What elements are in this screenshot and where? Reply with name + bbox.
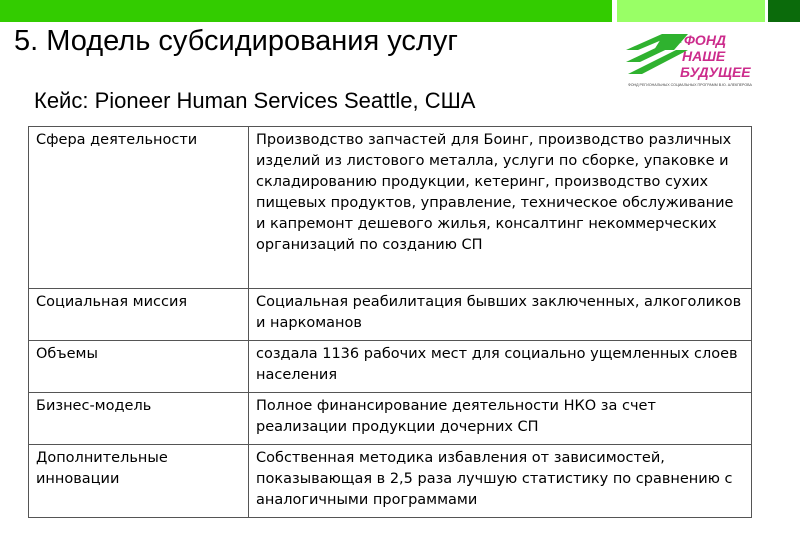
- row-value: Социальная реабилитация бывших заключенных, алкоголиков и наркоманов: [249, 289, 752, 341]
- logo-line2: НАШЕ: [682, 48, 726, 64]
- case-subtitle: Кейс: Pioneer Human Services Seattle, США: [34, 88, 476, 113]
- row-key: Социальная миссия: [29, 289, 249, 341]
- fund-logo: [626, 28, 760, 90]
- top-bar-dark-green: [768, 0, 800, 22]
- table-row: [29, 127, 752, 289]
- top-bar-light-green: [617, 0, 765, 22]
- logo-tagline: ФОНД РЕГИОНАЛЬНЫХ СОЦИАЛЬНЫХ ПРОГРАММ В.Ю. АЛЕКПЕРОВА: [628, 83, 752, 87]
- logo-line1: ФОНД: [684, 32, 727, 48]
- case-table: [28, 126, 752, 518]
- row-value: Производство запчастей для Боинг, производство различных изделий из листового металла, услуги по сборке, упаковке и складированию продукции, кетеринг, производство сухих пищевых продуктов, управление, техническое обслуживание и капремонт дешевого жилья, консалтинг некоммерческих организаций по созданию СП: [249, 127, 752, 289]
- top-bar-green: [0, 0, 612, 22]
- row-value: Собственная методика избавления от зависимостей, показывающая в 2,5 раза лучшую статистику по сравнению с аналогичными программами: [249, 445, 752, 518]
- row-value: создала 1136 рабочих мест для социально ущемленных слоев населения: [249, 341, 752, 393]
- row-key: Бизнес-модель: [29, 393, 249, 445]
- logo-line3: БУДУЩЕЕ: [680, 64, 751, 80]
- table-row: [29, 445, 752, 518]
- table-row: [29, 289, 752, 341]
- table-row: [29, 393, 752, 445]
- table-row: [29, 341, 752, 393]
- row-key: Дополнительные инновации: [29, 445, 249, 518]
- row-value: Полное финансирование деятельности НКО за счет реализации продукции дочерних СП: [249, 393, 752, 445]
- slide-title: 5. Модель субсидирования услуг: [14, 25, 458, 57]
- top-decor-bar: [0, 0, 800, 24]
- row-key: Объемы: [29, 341, 249, 393]
- row-key: Сфера деятельности: [29, 127, 249, 289]
